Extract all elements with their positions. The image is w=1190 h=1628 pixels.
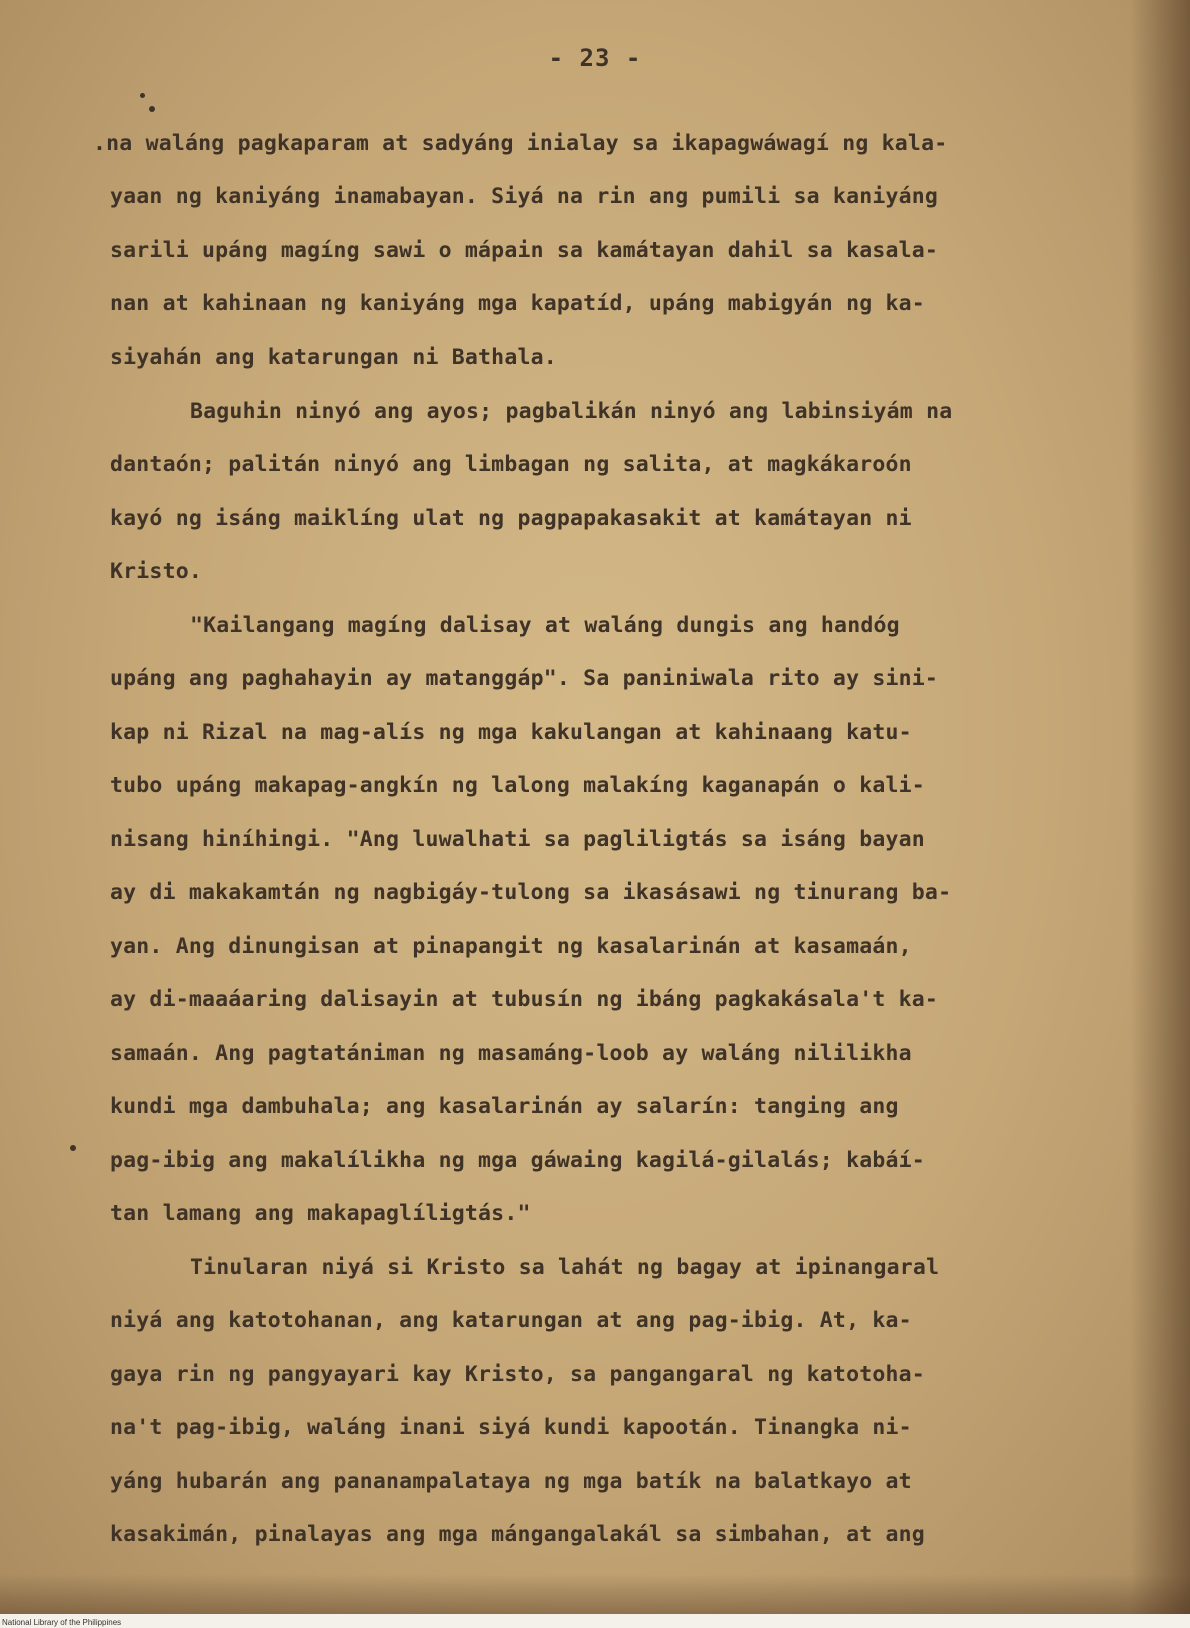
ink-speck [70, 1145, 76, 1151]
text-line: tubo upáng makapag-angkín ng lalong malakíng kaganapán o kali- [110, 773, 925, 798]
text-line: ay di makakamtán ng nagbigáy-tulong sa ikasásawi ng tinurang ba- [110, 880, 952, 905]
ink-speck [140, 93, 145, 98]
text-line: Tinularan niyá si Kristo sa lahát ng bagay at ipinangaral [190, 1255, 940, 1280]
text-line: Kristo. [110, 559, 203, 584]
text-line: tan lamang ang makapaglíligtás." [110, 1201, 531, 1226]
library-credit: National Library of the Philippines [2, 1618, 122, 1627]
text-line: sarili upáng magíng sawi o mápain sa kamátayan dahil sa kasala- [110, 238, 939, 263]
text-line: "Kailangang magíng dalisay at waláng dungis ang handóg [190, 613, 900, 638]
text-line: .na waláng pagkaparam at sadyáng inialay sa ikapagwáwagí ng kala- [93, 131, 948, 156]
page-shadow-right [1130, 0, 1190, 1628]
text-line: yáng hubarán ang pananampalataya ng mga batík na balatkayo at [110, 1469, 912, 1494]
text-line: siyahán ang katarungan ni Bathala. [110, 345, 557, 370]
page-number: - 23 - [548, 44, 642, 72]
text-line: samaán. Ang pagtatániman ng masamáng-loob ay waláng nililikha [110, 1041, 912, 1066]
text-line: upáng ang paghahayin ay matanggáp". Sa paniniwala rito ay sini- [110, 666, 939, 691]
text-line: niyá ang katotohanan, ang katarungan at ang pag-ibig. At, ka- [110, 1308, 912, 1333]
text-line: Baguhin ninyó ang ayos; pagbalikán ninyó ang labinsiyám na [190, 399, 953, 424]
text-line: na't pag-ibig, waláng inani siyá kundi kapootán. Tinangka ni- [110, 1415, 912, 1440]
text-line: yan. Ang dinungisan at pinapangit ng kasalarinán at kasamaán, [110, 934, 912, 959]
text-line: nisang hiníhingi. "Ang luwalhati sa pagliligtás sa isáng bayan [110, 827, 925, 852]
text-line: ay di-maaáaring dalisayin at tubusín ng ibáng pagkakásala't ka- [110, 987, 939, 1012]
text-line: kap ni Rizal na mag-alís ng mga kakulangan at kahinaang katu- [110, 720, 912, 745]
text-line: dantaón; palitán ninyó ang limbagan ng salita, at magkákaroón [110, 452, 912, 477]
page-shadow-bottom [0, 1574, 1190, 1614]
text-line: kundi mga dambuhala; ang kasalarinán ay salarín: tanging ang [110, 1094, 899, 1119]
footer-strip [0, 1614, 1190, 1628]
text-line: kasakimán, pinalayas ang mga mángangalakál sa simbahan, at ang [110, 1522, 925, 1547]
ink-speck [149, 106, 155, 112]
text-line: pag-ibig ang makalílikha ng mga gáwaing kagilá-gilalás; kabáí- [110, 1148, 925, 1173]
text-line: kayó ng isáng maiklíng ulat ng pagpapakasakit at kamátayan ni [110, 506, 912, 531]
text-line: nan at kahinaan ng kaniyáng mga kapatíd, upáng mabigyán ng ka- [110, 291, 925, 316]
text-line: yaan ng kaniyáng inamabayan. Siyá na rin ang pumili sa kaniyáng [110, 184, 939, 209]
text-line: gaya rin ng pangyayari kay Kristo, sa pangangaral ng katotoha- [110, 1362, 925, 1387]
